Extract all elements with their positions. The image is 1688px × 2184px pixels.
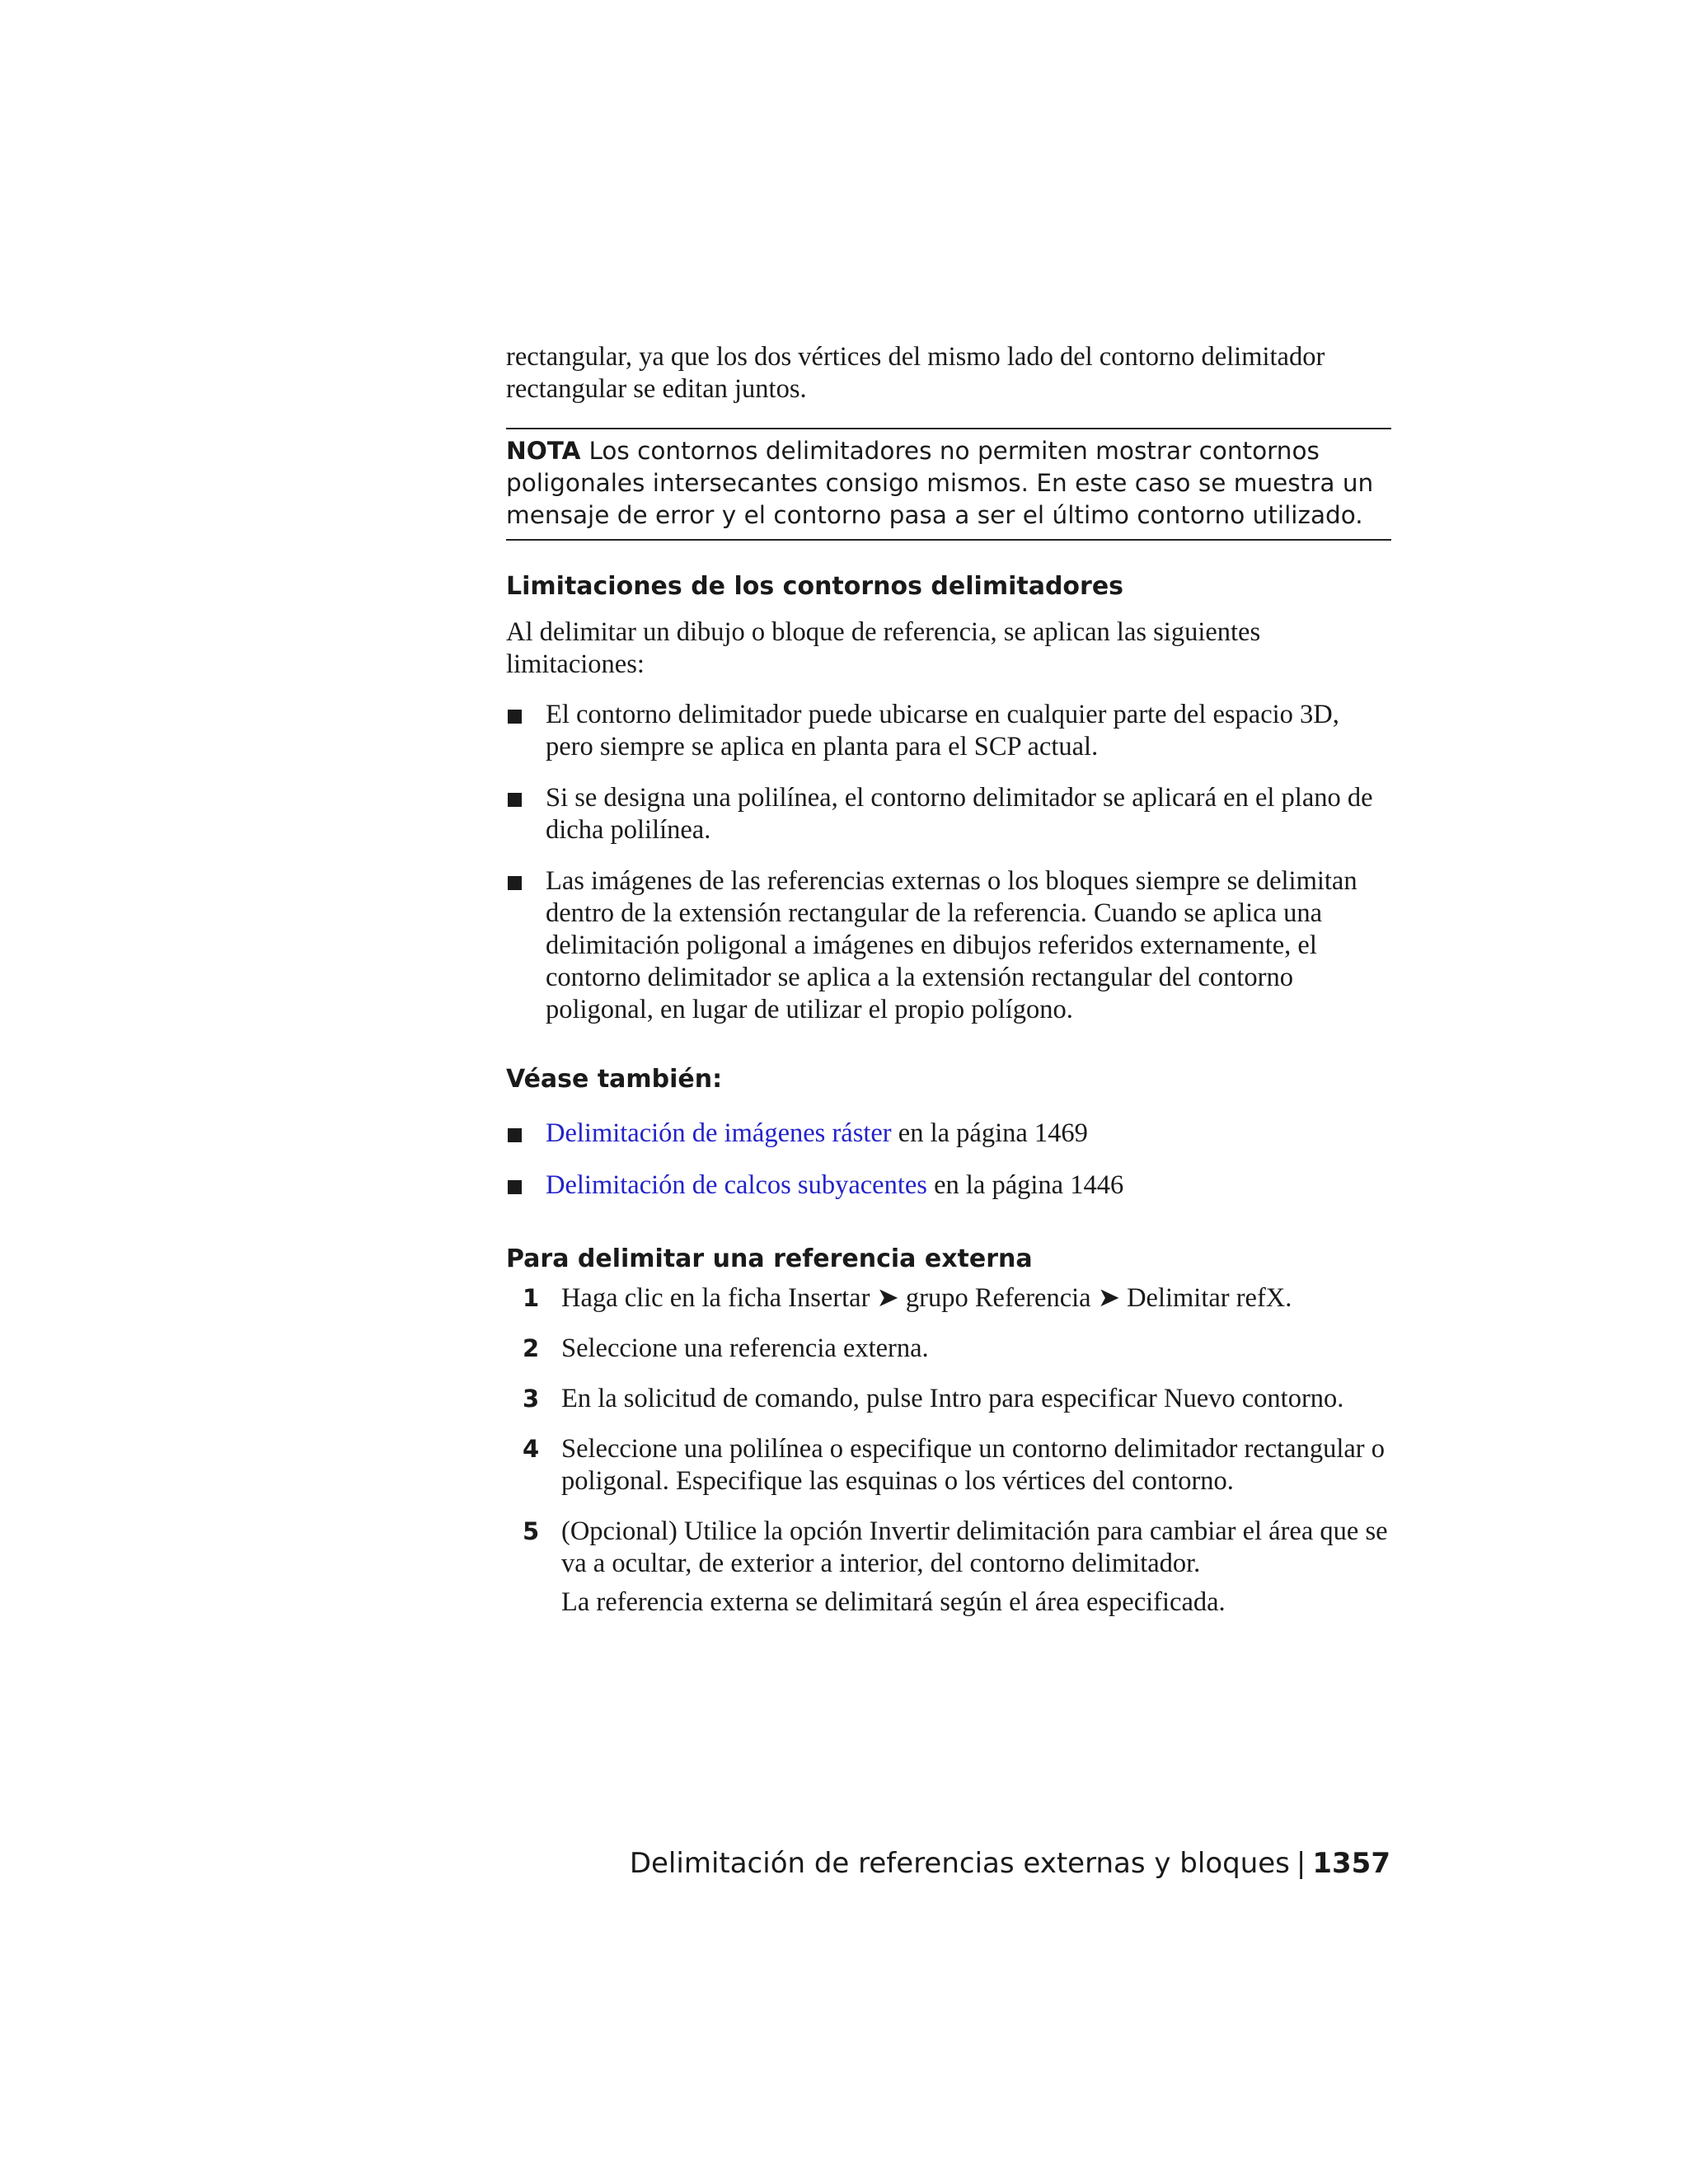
intro-paragraph: rectangular, ya que los dos vértices del mismo lado del contorno delimitador rectangular se editan juntos. [506, 342, 1325, 404]
procedure-result: La referencia externa se delimitará según el área especificada. [561, 1587, 1226, 1617]
see-also-list [506, 1118, 1391, 1202]
step-text: Seleccione una polilínea o especifique un contorno delimitador rectangular o poligonal. Especifique las esquinas o los vértices del contorno. [561, 1434, 1386, 1496]
bullet-square-icon [508, 793, 522, 807]
link-underlay-clipping[interactable]: Delimitación de calcos subyacentes [546, 1170, 927, 1200]
page-number: 1357 [1312, 1847, 1390, 1880]
step-text: Haga clic en la ficha Insertar ➤ grupo Referencia ➤ Delimitar refX. [561, 1283, 1292, 1313]
page-content [506, 341, 1391, 1619]
step-text: (Opcional) Utilice la opción Invertir delimitación para cambiar el área que se va a ocultar, de exterior a interior, del contorno delimitador. [561, 1516, 1388, 1578]
see-also-heading: Véase también: [506, 1065, 723, 1094]
step-number: 1 [523, 1284, 540, 1312]
list-item [506, 1169, 1391, 1202]
list-item-text: El contorno delimitador puede ubicarse en cualquier parte del espacio 3D, pero siempre se aplica en planta para el SCP actual. [546, 700, 1339, 762]
procedure-steps [506, 1282, 1391, 1580]
list-item-text: Si se designa una polilínea, el contorno delimitador se aplicará en el plano de dicha polilínea. [546, 783, 1373, 845]
page-reference: en la página 1446 [926, 1170, 1124, 1200]
note-label: NOTA [506, 437, 581, 465]
bullet-square-icon [508, 1180, 522, 1194]
list-item [506, 782, 1391, 846]
note-text: Los contornos delimitadores no permiten mostrar contornos poligonales intersecantes consigo mismos. En este caso se muestra un mensaje de error y el contorno pasa a ser el último contorno utilizado. [506, 437, 1374, 529]
footer-separator: | [1296, 1847, 1306, 1880]
footer-title: Delimitación de referencias externas y bloques [629, 1847, 1290, 1880]
procedure-heading: Para delimitar una referencia externa [506, 1244, 1033, 1273]
step-item [506, 1383, 1391, 1415]
limitations-list [506, 699, 1391, 1026]
step-item [506, 1433, 1391, 1497]
page-reference: en la página 1469 [891, 1118, 1088, 1148]
step-number: 2 [523, 1334, 540, 1362]
step-item [506, 1516, 1391, 1580]
page-footer [630, 1845, 1390, 1882]
list-item-text: Las imágenes de las referencias externas o los bloques siempre se delimitan dentro de la extensión rectangular de la referencia. Cuando se aplica una delimitación poligonal a imágenes en dibujos referidos externamente, el contorno delimitador se aplica a la extensión rectangular del contorno poligonal, en lugar de utilizar el propio polígono. [546, 866, 1357, 1024]
step-item [506, 1333, 1391, 1365]
step-number: 5 [523, 1517, 540, 1545]
limitations-lead: Al delimitar un dibujo o bloque de referencia, se aplican las siguientes limitaciones: [506, 617, 1261, 679]
bullet-square-icon [508, 710, 522, 724]
list-item [506, 699, 1391, 763]
bullet-square-icon [508, 876, 522, 890]
link-raster-clipping[interactable]: Delimitación de imágenes ráster [546, 1118, 892, 1148]
step-number: 4 [523, 1435, 540, 1463]
step-text: En la solicitud de comando, pulse Intro para especificar Nuevo contorno. [561, 1384, 1344, 1413]
list-item [506, 1118, 1391, 1150]
bullet-square-icon [508, 1128, 522, 1142]
note-box [506, 428, 1391, 541]
step-number: 3 [523, 1385, 540, 1413]
list-item [506, 865, 1391, 1026]
step-text: Seleccione una referencia externa. [561, 1333, 929, 1363]
step-item [506, 1282, 1391, 1315]
limitations-heading: Limitaciones de los contornos delimitadores [506, 572, 1124, 601]
